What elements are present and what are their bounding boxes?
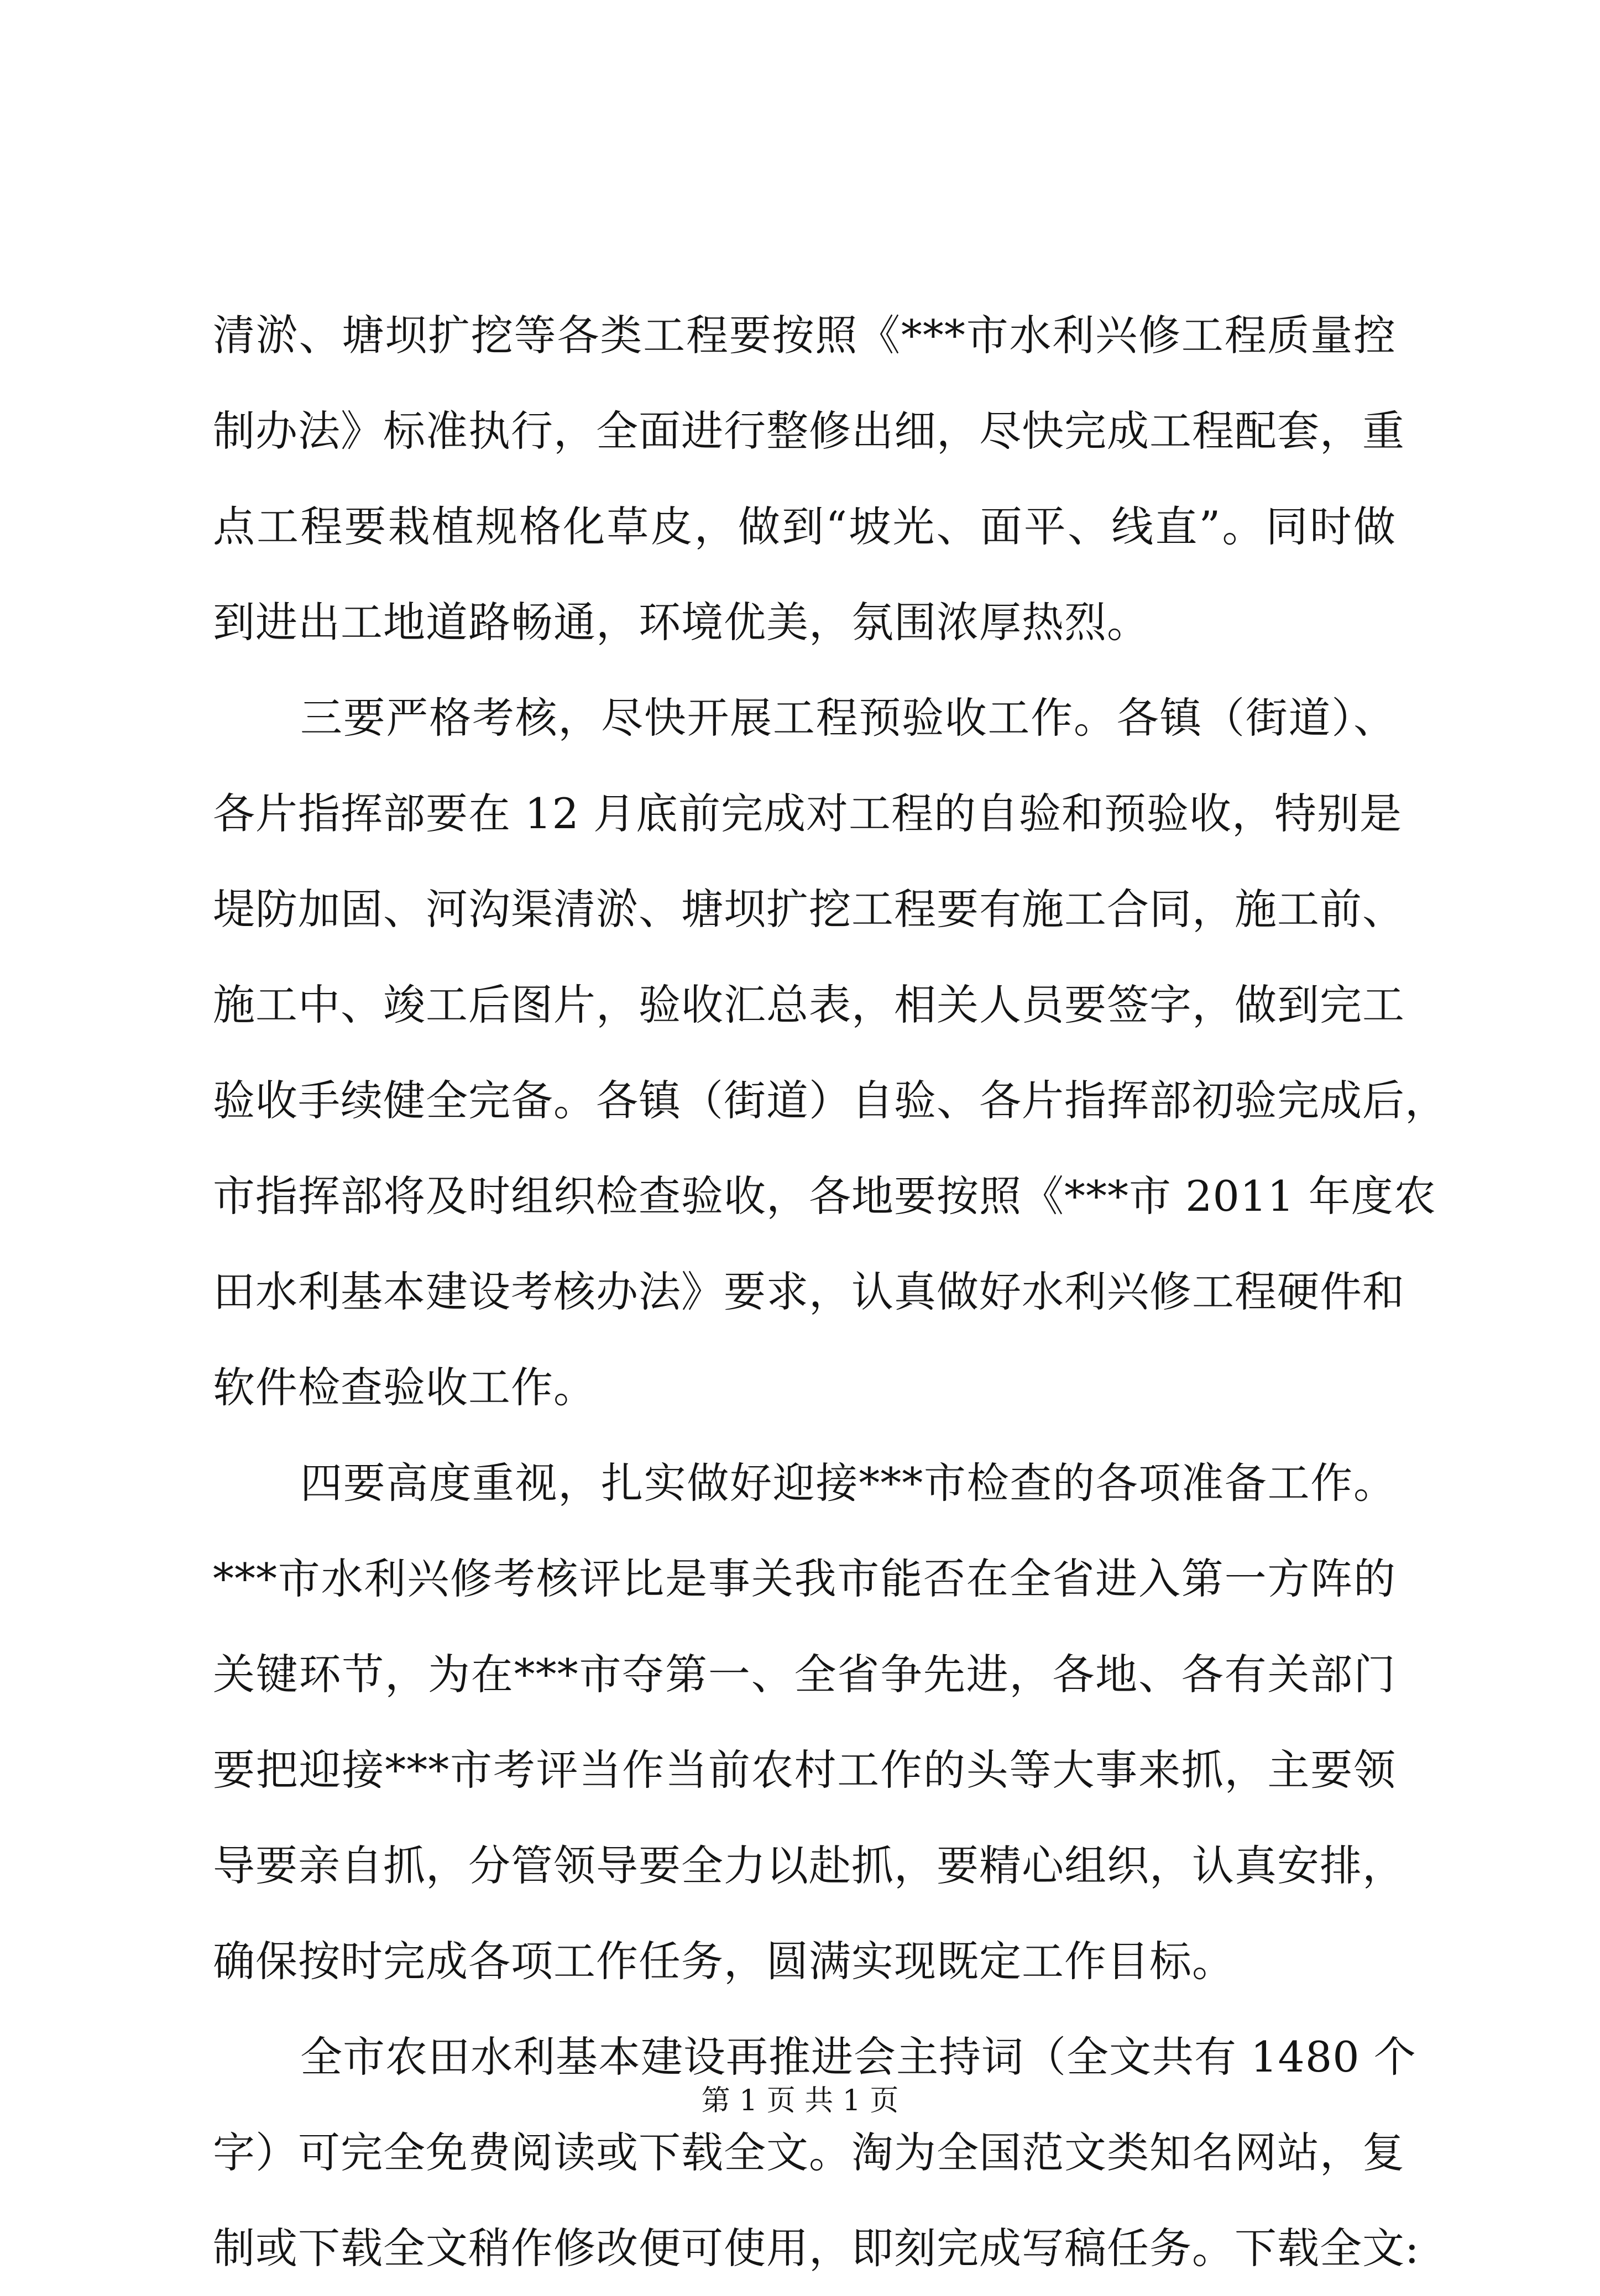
text-line: 到进出工地道路畅通，环境优美，氛围浓厚热烈。 — [213, 598, 1149, 647]
paragraph-preparation — [213, 1435, 1405, 2009]
text-line: 制或下载全文稍作修改便可使用，即刻完成写稿任务。下载全文: — [213, 2224, 1420, 2273]
document-body — [213, 287, 1447, 2296]
text-line: 导要亲自抓，分管领导要全力以赴抓，要精心组织，认真安排， — [213, 1841, 1405, 1890]
paragraph-download-note — [213, 2009, 1420, 2296]
text-line: 田水利基本建设考核办法》要求，认真做好水利兴修工程硬件和 — [213, 1267, 1405, 1316]
page-number-footer: 第 1 页 共 1 页 — [701, 2084, 899, 2117]
text-line: 施工中、竣工后图片，验收汇总表，相关人员要签字，做到完工 — [213, 980, 1405, 1029]
text-line: 关键环节，为在***市夺第一、全省争先进，各地、各有关部门 — [213, 1650, 1396, 1699]
text-line: 制办法》标准执行，全面进行整修出细，尽快完成工程配套，重 — [213, 406, 1405, 456]
text-line: 点工程要栽植规格化草皮，做到“坡光、面平、线直”。同时做 — [213, 502, 1396, 551]
text-line: 清淤、塘坝扩挖等各类工程要按照《***市水利兴修工程质量控 — [213, 311, 1396, 360]
text-line: 堤防加固、河沟渠清淤、塘坝扩挖工程要有施工合同，施工前、 — [213, 885, 1405, 934]
text-line: 验收手续健全完备。各镇（街道）自验、各片指挥部初验完成后， — [213, 1076, 1447, 1125]
text-line: 市指挥部将及时组织检查验收，各地要按照《***市 2011 年度农 — [213, 1171, 1436, 1221]
text-line: 三要严格考核，尽快开展工程预验收工作。各镇（街道）、 — [300, 693, 1396, 742]
text-line: 全市农田水利基本建设再推进会主持词（全文共有 1480 个 — [300, 2032, 1416, 2081]
paragraph-strict-assessment — [213, 670, 1447, 1435]
paragraph-continuation — [213, 287, 1405, 670]
text-line: 软件检查验收工作。 — [213, 1363, 596, 1412]
text-line: 确保按时完成各项工作任务，圆满实现既定工作目标。 — [213, 1937, 1235, 1986]
text-line: 四要高度重视，扎实做好迎接***市检查的各项准备工作。 — [300, 1458, 1396, 1508]
text-line: 要把迎接***市考评当作当前农村工作的头等大事来抓，主要领 — [213, 1745, 1396, 1795]
text-line: ***市水利兴修考核评比是事关我市能否在全省进入第一方阵的 — [213, 1554, 1396, 1603]
text-line: 各片指挥部要在 12 月底前完成对工程的自验和预验收，特别是 — [213, 789, 1403, 838]
text-line: 字）可完全免费阅读或下载全文。淘为全国范文类知名网站，复 — [213, 2128, 1405, 2177]
